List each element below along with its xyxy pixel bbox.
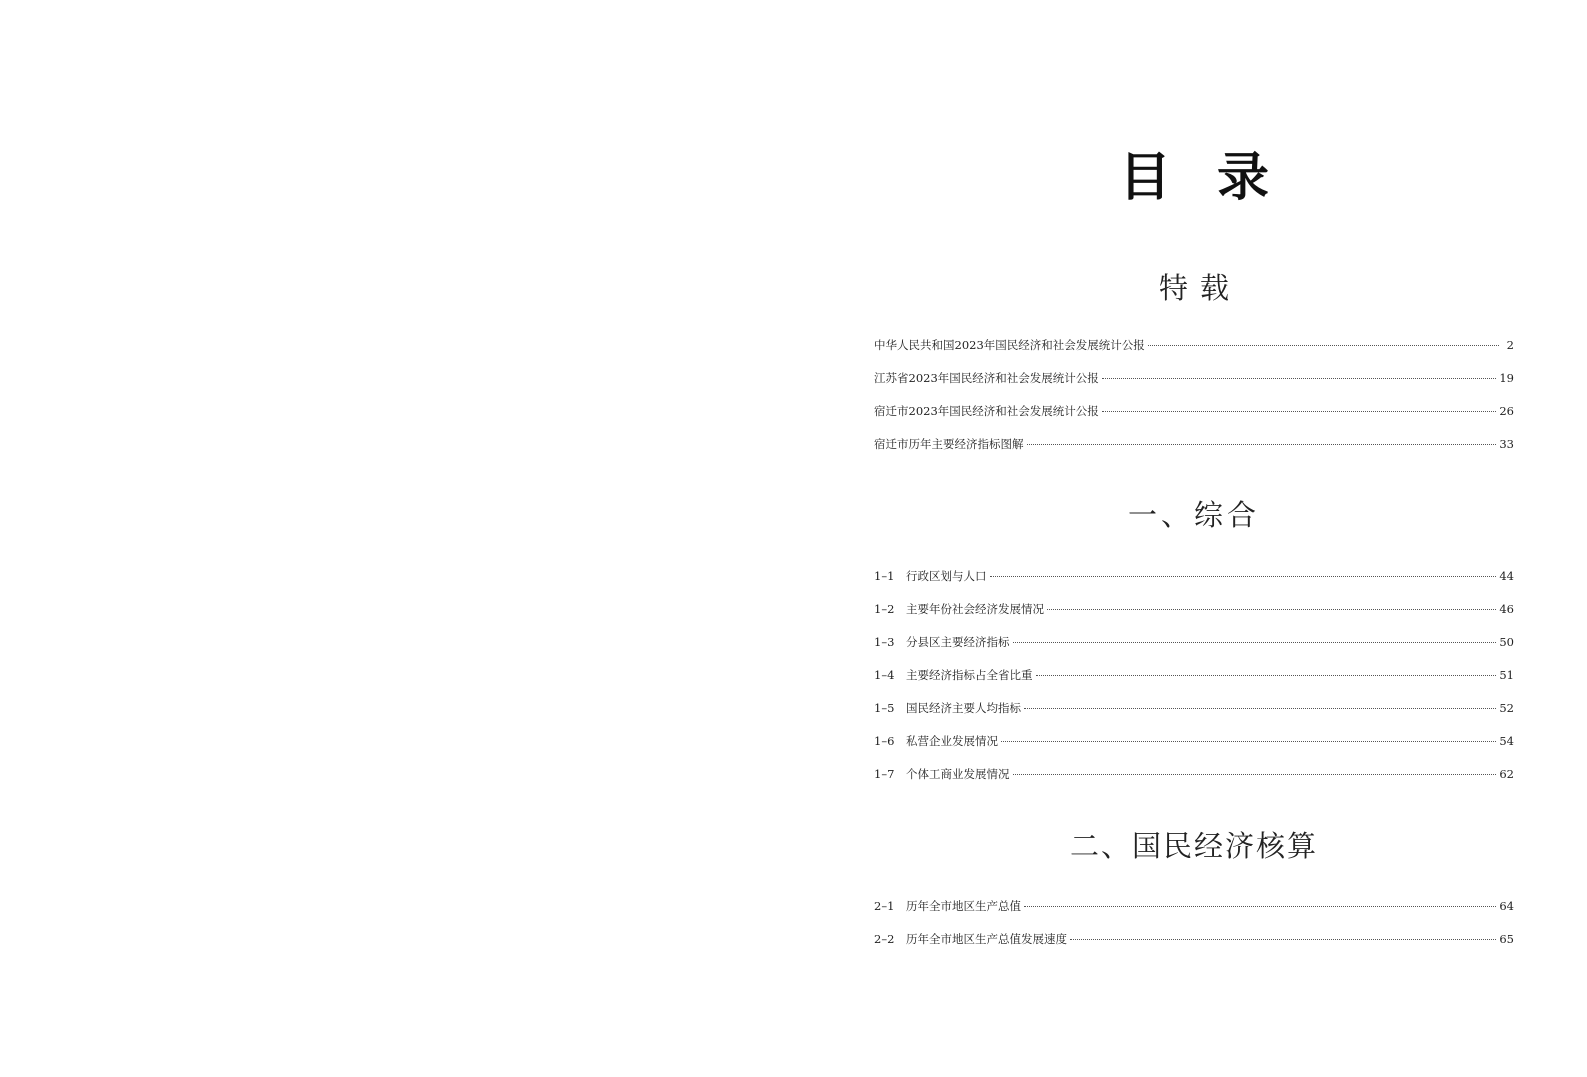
dot-leader	[1024, 708, 1496, 709]
entry-title: 江苏省2023年国民经济和社会发展统计公报	[874, 371, 1099, 385]
entry-page-number: 19	[1499, 371, 1514, 385]
entry-page-number: 46	[1499, 602, 1514, 616]
toc-entry[interactable]	[874, 567, 1514, 585]
entry-code: 1–1	[874, 569, 895, 583]
entry-code: 2–1	[874, 899, 895, 913]
entry-page-number: 44	[1499, 569, 1514, 583]
entry-page-number: 65	[1499, 932, 1514, 946]
dot-leader	[1102, 378, 1497, 379]
toc-entry[interactable]	[874, 666, 1514, 684]
entry-title: 主要经济指标占全省比重	[906, 668, 1033, 682]
entry-title: 主要年份社会经济发展情况	[906, 602, 1044, 616]
entry-page-number: 51	[1499, 668, 1514, 682]
toc-entry[interactable]	[874, 699, 1514, 717]
entry-title: 宿迁市2023年国民经济和社会发展统计公报	[874, 404, 1099, 418]
entry-code: 1–5	[874, 701, 895, 715]
entry-page-number: 50	[1499, 635, 1514, 649]
blank-left-page	[0, 0, 793, 1077]
section-heading-special: 特载	[1158, 271, 1241, 305]
entry-code: 1–6	[874, 734, 895, 748]
dot-leader	[1024, 906, 1496, 907]
section-heading-national-accounts: 二、国民经济核算	[1069, 829, 1318, 863]
dot-leader	[1047, 609, 1496, 610]
entry-title: 历年全市地区生产总值发展速度	[906, 932, 1067, 946]
entry-code: 1–2	[874, 602, 895, 616]
entry-page-number: 52	[1499, 701, 1514, 715]
entry-page-number: 2	[1506, 338, 1514, 352]
entry-page-number: 26	[1499, 404, 1514, 418]
entry-title: 分县区主要经济指标	[906, 635, 1010, 649]
entry-page-number: 54	[1499, 734, 1514, 748]
entry-code: 1–3	[874, 635, 895, 649]
entry-title: 国民经济主要人均指标	[906, 701, 1021, 715]
toc-entry[interactable]	[874, 369, 1514, 387]
toc-entry[interactable]	[874, 435, 1514, 453]
dot-leader	[1027, 444, 1497, 445]
dot-leader	[1036, 675, 1497, 676]
contents-title: 目录	[1118, 147, 1315, 208]
entry-title: 私营企业发展情况	[906, 734, 998, 748]
toc-entry[interactable]	[874, 930, 1514, 948]
dot-leader	[1102, 411, 1497, 412]
toc-entry[interactable]	[874, 633, 1514, 651]
toc-entry[interactable]	[874, 732, 1514, 750]
dot-leader	[1001, 741, 1496, 742]
dot-leader	[1148, 345, 1499, 346]
entry-page-number: 33	[1499, 437, 1514, 451]
entry-title: 中华人民共和国2023年国民经济和社会发展统计公报	[874, 338, 1145, 352]
entry-title: 行政区划与人口	[906, 569, 987, 583]
dot-leader	[990, 576, 1497, 577]
entry-code: 2–2	[874, 932, 895, 946]
section-heading-general: 一、综合	[1127, 498, 1260, 532]
entry-title: 历年全市地区生产总值	[906, 899, 1021, 913]
entry-page-number: 62	[1499, 767, 1514, 781]
entry-title: 宿迁市历年主要经济指标图解	[874, 437, 1024, 451]
dot-leader	[1070, 939, 1496, 940]
toc-entry[interactable]	[874, 897, 1514, 915]
dot-leader	[1013, 642, 1497, 643]
toc-entry[interactable]	[874, 765, 1514, 783]
toc-entry[interactable]	[874, 600, 1514, 618]
toc-entry[interactable]	[874, 402, 1514, 420]
entry-code: 1–7	[874, 767, 895, 781]
entry-code: 1–4	[874, 668, 895, 682]
entry-title: 个体工商业发展情况	[906, 767, 1010, 781]
toc-entry[interactable]	[874, 336, 1514, 354]
entry-page-number: 64	[1499, 899, 1514, 913]
dot-leader	[1013, 774, 1497, 775]
